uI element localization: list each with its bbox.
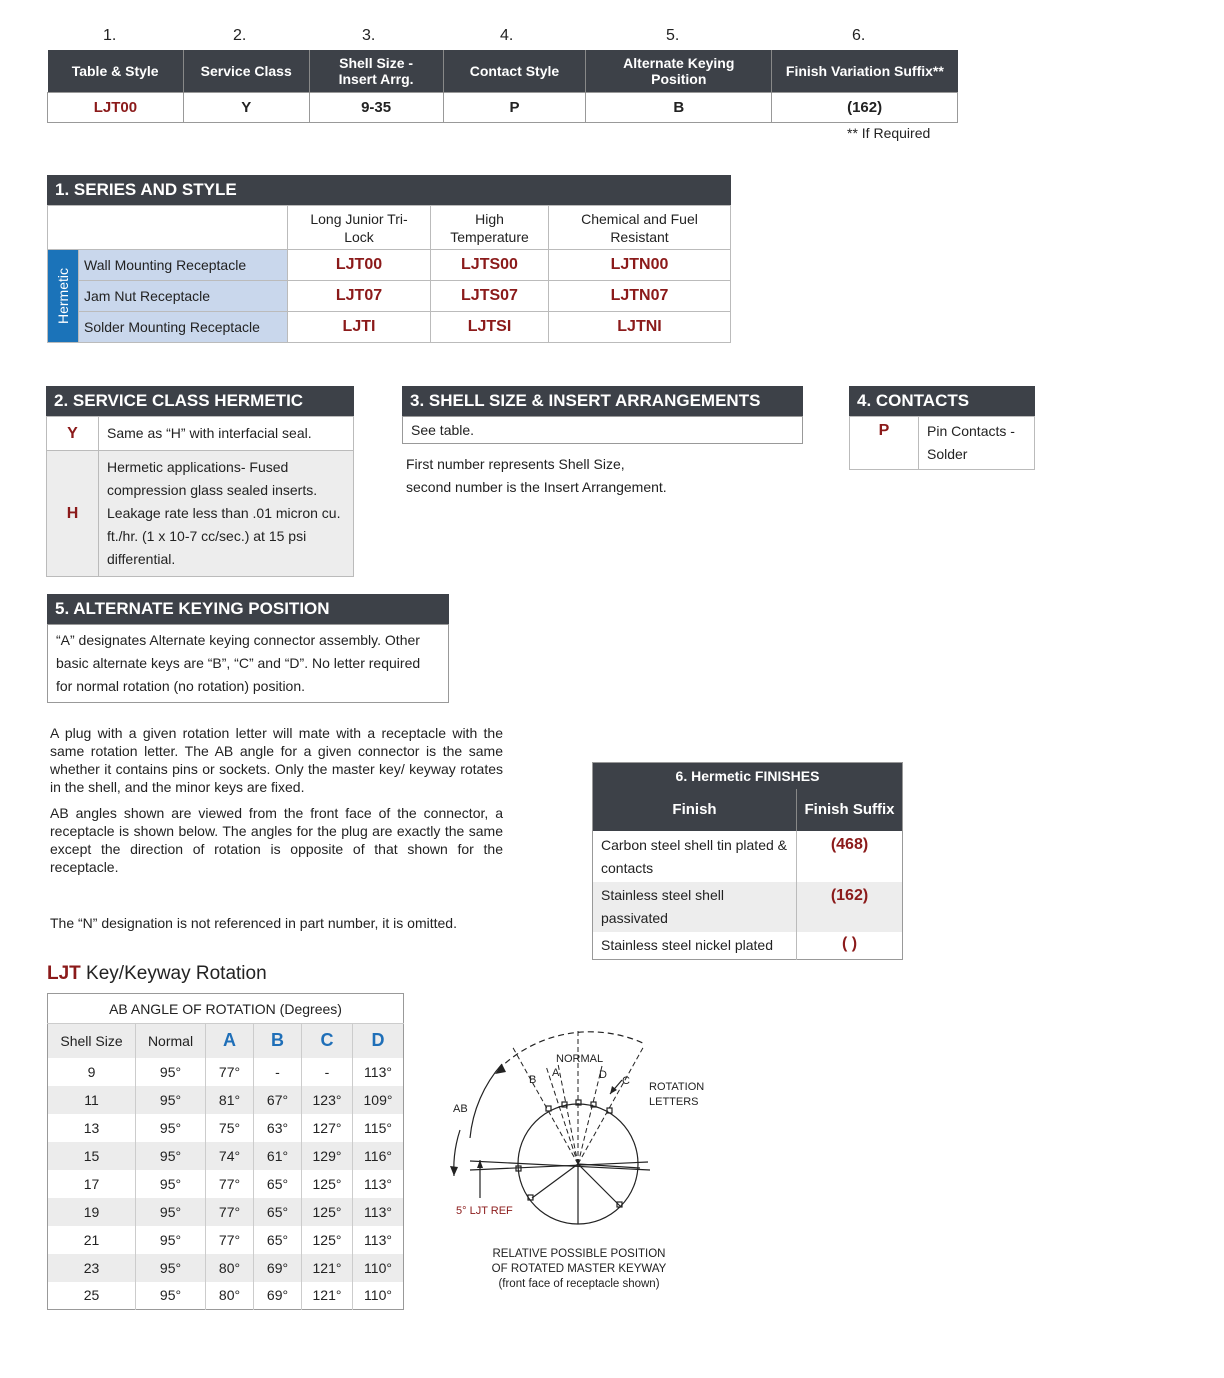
rotation-cell: 95° — [136, 1142, 206, 1170]
finishes-title: 6. Hermetic FINISHES — [675, 767, 820, 784]
position-3: 3. — [362, 27, 376, 44]
finish-desc: Stainless steel shell passivated — [593, 882, 797, 932]
rotation-paragraph-3: The “N” designation is not referenced in part number, it is omitted. — [50, 915, 457, 931]
shell-title: 3. SHELL SIZE & INSERT ARRANGEMENTS — [402, 386, 803, 416]
label-ref: 5° LJT REF — [456, 1205, 513, 1217]
label-rotation: ROTATION — [649, 1081, 705, 1093]
finish-suffix: (162) — [797, 882, 903, 932]
rotation-cell: 80° — [206, 1282, 254, 1310]
rotation-table-wrapper — [47, 993, 404, 1310]
rotation-cell: 23 — [48, 1254, 136, 1282]
finishes-table — [592, 762, 903, 960]
series-col-chemical: Chemical and Fuel Resistant — [549, 206, 731, 250]
series-cell: LJT00 — [288, 250, 431, 281]
series-row-label: Jam Nut Receptacle — [79, 281, 288, 312]
label-normal: NORMAL — [556, 1053, 604, 1065]
finish-suffix: (468) — [830, 835, 869, 853]
position-4: 4. — [500, 27, 514, 44]
pn-value-finish: (162) — [772, 92, 958, 122]
rotation-cell: - — [302, 1058, 353, 1086]
rotation-cell: 121° — [302, 1254, 353, 1282]
contacts-desc: Pin Contacts - Solder — [919, 417, 1035, 470]
rotation-title-prefix: LJT — [47, 963, 81, 984]
rotation-header: B — [254, 1024, 302, 1058]
rotation-cell: 109° — [353, 1086, 404, 1114]
rotation-table — [47, 993, 404, 1310]
caption-line: OF ROTATED MASTER KEYWAY — [491, 1263, 667, 1275]
rotation-cell: 129° — [302, 1142, 353, 1170]
series-cell: LJTS07 — [431, 281, 549, 312]
rotation-cell: 95° — [136, 1254, 206, 1282]
pn-header-service-class: Service Class — [183, 50, 309, 92]
pn-header-contact-style: Contact Style — [443, 50, 586, 92]
label-a: A — [552, 1067, 560, 1079]
series-cell: LJT07 — [288, 281, 431, 312]
rotation-row — [48, 1170, 404, 1198]
rotation-paragraph-2: AB angles shown are viewed from the front face of the connector, a receptacle is shown below. The angles for the plug are exactly the same except the direction of rotation is opposite of that shown for the receptacle. — [50, 805, 503, 875]
series-section — [47, 175, 731, 343]
shell-section — [402, 386, 803, 444]
finish-row — [593, 882, 903, 932]
rotation-row — [48, 1086, 404, 1114]
rotation-cell: 13 — [48, 1114, 136, 1142]
finishes-section — [592, 762, 903, 960]
service-class-table — [46, 416, 354, 577]
rotation-row — [48, 1142, 404, 1170]
rotation-cell: 17 — [48, 1170, 136, 1198]
service-class-desc: Same as “H” with interfacial seal. — [99, 417, 354, 451]
series-row-label: Solder Mounting Receptacle — [79, 312, 288, 343]
pn-value-contact-style: P — [443, 92, 586, 122]
service-class-code: H — [47, 451, 99, 577]
series-row — [48, 281, 731, 312]
rotation-cell: 65° — [254, 1170, 302, 1198]
position-5: 5. — [666, 27, 680, 44]
ab-arrowhead-lower — [450, 1166, 458, 1176]
series-cell: LJTN00 — [549, 250, 731, 281]
rotation-paragraph-1: A plug with a given rotation letter will mate with a receptacle with the same rotation letter. The AB angle for a given connector is the same whether it contains pins or sockets. Only the master key/ keyway rotates in the shell, and the minor keys are fixed. — [50, 725, 503, 795]
rotation-row — [48, 1198, 404, 1226]
rotation-cell: 113° — [364, 1231, 392, 1248]
rotation-cell: 110° — [364, 1287, 392, 1304]
rotation-cell: 77° — [206, 1170, 254, 1198]
contacts-section — [849, 386, 1035, 470]
label-c: C — [622, 1075, 630, 1087]
pn-header-finish: Finish Variation Suffix** — [785, 62, 944, 79]
diagram-caption — [470, 1247, 688, 1292]
pn-value-keying: B — [586, 92, 772, 122]
rotation-title — [47, 963, 267, 985]
rotation-row — [48, 1058, 404, 1086]
caption-line: (front face of receptacle shown) — [498, 1278, 660, 1290]
if-required-note: ** If Required — [847, 125, 931, 141]
finish-suffix: ( ) — [841, 934, 858, 952]
rotation-cell: 95° — [136, 1058, 206, 1086]
rotation-cell: 125° — [302, 1226, 353, 1254]
rotation-cell: 110° — [353, 1254, 404, 1282]
rotation-cell: 9 — [48, 1058, 136, 1086]
part-number-table — [47, 50, 958, 123]
rotation-cell: 69° — [254, 1254, 302, 1282]
rotation-cell: 113° — [353, 1198, 404, 1226]
rotation-cell: 116° — [353, 1142, 404, 1170]
rotation-header: C — [302, 1024, 353, 1058]
finishes-col-suffix: Finish Suffix — [797, 789, 903, 831]
rotation-cell: 75° — [206, 1114, 254, 1142]
rotation-cell: 77° — [206, 1198, 254, 1226]
rotation-cell: 15 — [48, 1142, 136, 1170]
position-2: 2. — [233, 27, 247, 44]
rotation-header: A — [206, 1024, 254, 1058]
rotation-cell: 125° — [302, 1170, 353, 1198]
series-cell: LJTN07 — [549, 281, 731, 312]
pn-value-shell-size: 9-35 — [309, 92, 443, 122]
rotation-header: Normal — [136, 1024, 206, 1058]
rotation-cell: 81° — [206, 1086, 254, 1114]
rotation-cell: 65° — [254, 1198, 302, 1226]
rotation-cell: 65° — [254, 1226, 302, 1254]
rotation-header: D — [353, 1024, 404, 1058]
finish-desc: Carbon steel shell tin plated & contacts — [593, 831, 797, 882]
radial-lower-left — [532, 1164, 578, 1198]
rotation-caption: AB ANGLE OF ROTATION (Degrees) — [48, 994, 404, 1024]
contacts-code: P — [850, 417, 919, 470]
rotation-cell: 74° — [206, 1142, 254, 1170]
rotation-header: Shell Size — [48, 1024, 136, 1058]
shell-box: See table. — [402, 416, 803, 444]
rotation-cell: 95° — [136, 1086, 206, 1114]
series-table — [47, 205, 731, 343]
rotation-cell: 113° — [364, 1063, 392, 1080]
keying-section — [47, 594, 449, 703]
rotation-cell: - — [254, 1058, 302, 1086]
rotation-cell: 61° — [254, 1142, 302, 1170]
rotation-cell: 95° — [136, 1170, 206, 1198]
rotation-cell: 77° — [206, 1058, 254, 1086]
hermetic-group-label: Hermetic — [48, 250, 79, 343]
pn-value-service-class: Y — [183, 92, 309, 122]
series-row — [48, 312, 731, 343]
radial-lower-right — [578, 1164, 620, 1206]
rotation-title-rest: Key/Keyway Rotation — [80, 963, 267, 984]
series-cell: LJTSI — [431, 312, 549, 343]
shell-note-line: second number is the Insert Arrangement. — [406, 479, 667, 495]
rotation-cell: 21 — [48, 1226, 136, 1254]
position-1: 1. — [103, 27, 117, 44]
finishes-col-finish: Finish — [672, 801, 717, 818]
pn-header-shell-size: Shell Size -Insert Arrg. — [309, 50, 443, 92]
rotation-cell: 69° — [254, 1282, 302, 1310]
rotation-cell: 95° — [136, 1226, 206, 1254]
series-col-high-temp: High Temperature — [431, 206, 549, 250]
rotation-cell: 95° — [136, 1198, 206, 1226]
part-number-positions — [47, 27, 958, 47]
position-6: 6. — [852, 27, 866, 44]
rotation-cell: 115° — [364, 1119, 392, 1136]
label-ab: AB — [453, 1103, 468, 1115]
rotation-cell: 80° — [206, 1254, 254, 1282]
caption-line: RELATIVE POSSIBLE POSITION — [492, 1248, 666, 1260]
pn-value-table-style: LJT00 — [48, 92, 184, 122]
pn-header-keying: Alternate Keying Position — [586, 50, 772, 92]
service-class-title: 2. SERVICE CLASS HERMETIC — [46, 386, 354, 416]
ray-a — [558, 1064, 578, 1164]
finish-row — [593, 831, 903, 882]
rotation-cell: 11 — [48, 1086, 136, 1114]
rotation-cell: 113° — [364, 1175, 392, 1192]
rotation-row — [48, 1114, 404, 1142]
rotation-cell: 19 — [48, 1198, 136, 1226]
contacts-table — [849, 416, 1035, 470]
shell-note — [406, 453, 726, 499]
service-class-desc: Hermetic applications- Fused compression glass sealed inserts. Leakage rate less than .01 micron cu. ft./hr. (1 x 10-7 cc/sec.) at 15 psi differential. — [99, 451, 354, 577]
rotation-cell: 63° — [254, 1114, 302, 1142]
rotation-cell: 95° — [136, 1282, 206, 1310]
series-cell: LJTS00 — [431, 250, 549, 281]
pn-header-table-style: Table & Style — [48, 50, 184, 92]
rotation-row — [48, 1226, 404, 1254]
rotation-cell: 77° — [206, 1226, 254, 1254]
series-cell: LJTNI — [549, 312, 731, 343]
finish-row — [593, 932, 903, 960]
rotation-cell: 121° — [302, 1282, 353, 1310]
series-row — [48, 250, 731, 281]
rotation-row — [48, 1282, 404, 1310]
finish-desc: Stainless steel nickel plated — [593, 932, 797, 960]
rotation-cell: 123° — [302, 1086, 353, 1114]
rotation-row — [48, 1254, 404, 1282]
series-col-long-junior: Long Junior Tri-Lock — [288, 206, 431, 250]
series-title: 1. SERIES AND STYLE — [47, 175, 731, 205]
series-cell: LJTI — [288, 312, 431, 343]
label-letters: LETTERS — [649, 1096, 699, 1108]
contacts-title: 4. CONTACTS — [849, 386, 1035, 416]
shell-note-line: First number represents Shell Size, — [406, 456, 625, 472]
rotation-cell: 25 — [48, 1282, 136, 1310]
rotation-cell: 67° — [254, 1086, 302, 1114]
label-b: B — [529, 1074, 537, 1086]
rotation-cell: 125° — [302, 1198, 353, 1226]
rotation-cell: 127° — [302, 1114, 353, 1142]
label-d: D — [599, 1069, 607, 1081]
keying-box: “A” designates Alternate keying connector assembly. Other basic alternate keys are “B”, “C” and “D”. No letter required for normal rotation (no rotation) position. — [47, 624, 449, 703]
rotation-cell: 95° — [136, 1114, 206, 1142]
service-class-code: Y — [47, 417, 99, 451]
ab-arc — [470, 1064, 502, 1138]
keying-title: 5. ALTERNATE KEYING POSITION — [47, 594, 449, 624]
service-class-section — [46, 386, 354, 577]
series-row-label: Wall Mounting Receptacle — [79, 250, 288, 281]
